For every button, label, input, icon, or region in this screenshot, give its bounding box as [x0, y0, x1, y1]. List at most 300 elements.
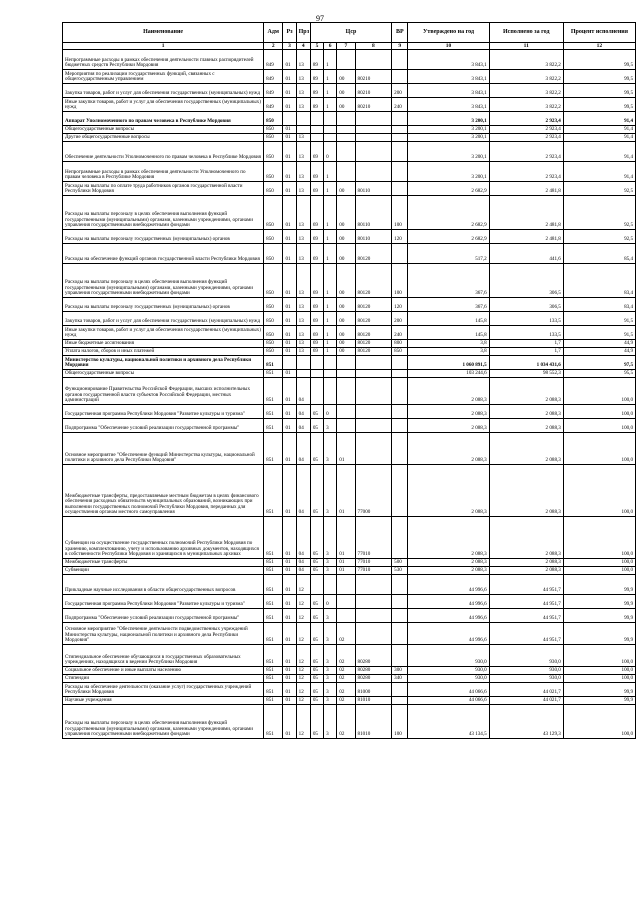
- cell-csr-event: [337, 142, 355, 162]
- cell-rz: 01: [283, 378, 296, 405]
- cell-name: Мероприятия по реализации государственных функций, связанных с общегосударственным управлением: [63, 70, 264, 84]
- cell-adm: 850: [264, 264, 283, 298]
- cell-csr-event: [337, 112, 355, 126]
- cell-fact: 306,5: [489, 298, 563, 312]
- cell-vr: [392, 142, 408, 162]
- cell-rz: 01: [283, 575, 296, 595]
- cell-adm: 849: [264, 50, 283, 70]
- cell-pct: 44,9: [563, 348, 635, 356]
- cell-fact: 2 088,3: [489, 405, 563, 419]
- cell-plan: 44 996,6: [408, 595, 489, 609]
- column-number: 11: [489, 43, 563, 50]
- cell-pct: 91,4: [563, 112, 635, 126]
- cell-pct: 97,5: [563, 356, 635, 370]
- cell-csr-program: 05: [310, 559, 323, 567]
- cell-csr-program: 05: [310, 567, 323, 575]
- cell-rz: 01: [283, 264, 296, 298]
- table-row: [63, 340, 636, 348]
- cell-vr: [392, 623, 408, 645]
- cell-name: Межбюджетные трансферты, предоставляемые местным бюджетам в целях финансового обеспечения расходных обязательств муниципальных образований, возникающих при выполнении государственных полномочий Республики Мордовия, переданных для осуществления органам местного самоуправления: [63, 465, 264, 517]
- cell-name: Иные закупки товаров, работ и услуг для обеспечения государственных (муниципальных) нужд: [63, 326, 264, 340]
- cell-plan: 44 996,6: [408, 623, 489, 645]
- cell-csr-direction: [355, 623, 392, 645]
- column-number: 10: [408, 43, 489, 50]
- budget-table: [62, 22, 636, 739]
- cell-csr-program: [310, 126, 323, 134]
- cell-name: Расходы на выплаты персоналу в целях обеспечения выполнения функций государственными (муниципальными) органами, казенными учреждениями, органами управления государственными внебюджетными фондами: [63, 705, 264, 739]
- cell-rz: 01: [283, 609, 296, 623]
- cell-fact: 2 088,3: [489, 378, 563, 405]
- cell-prz: 04: [296, 465, 310, 517]
- cell-vr: [392, 517, 408, 559]
- cell-plan: 2 088,3: [408, 378, 489, 405]
- cell-csr-subprogram: 3: [324, 667, 337, 675]
- cell-name: Научные учреждения: [63, 697, 264, 705]
- cell-fact: 44 021,7: [489, 683, 563, 697]
- cell-csr-program: 89: [310, 84, 323, 98]
- cell-csr-direction: 80210: [355, 70, 392, 84]
- cell-vr: 530: [392, 567, 408, 575]
- cell-fact: 2 923,4: [489, 126, 563, 134]
- cell-plan: 3 200,1: [408, 134, 489, 142]
- cell-adm: 851: [264, 559, 283, 567]
- cell-csr-subprogram: 3: [324, 567, 337, 575]
- cell-name: Расходы на выплаты персоналу в целях обеспечения выполнения функций государственными (муниципальными) органами, казенными учреждениями, органами управления государственными внебюджетными фондами: [63, 196, 264, 230]
- cell-csr-event: [337, 405, 355, 419]
- cell-fact: 3 822,2: [489, 98, 563, 112]
- cell-name: Другие общегосударственные вопросы: [63, 134, 264, 142]
- cell-rz: 01: [283, 705, 296, 739]
- cell-fact: 2 923,4: [489, 142, 563, 162]
- cell-rz: 01: [283, 244, 296, 264]
- cell-vr: [392, 162, 408, 182]
- cell-csr-event: 00: [337, 340, 355, 348]
- cell-plan: 3 200,1: [408, 142, 489, 162]
- cell-csr-program: 69: [310, 312, 323, 326]
- cell-rz: 01: [283, 370, 296, 378]
- cell-prz: 12: [296, 705, 310, 739]
- cell-csr-subprogram: [324, 112, 337, 126]
- cell-prz: 13: [296, 84, 310, 98]
- cell-pct: 99,9: [563, 683, 635, 697]
- cell-csr-event: [337, 126, 355, 134]
- cell-csr-program: 69: [310, 298, 323, 312]
- cell-csr-event: 01: [337, 567, 355, 575]
- cell-adm: 849: [264, 70, 283, 84]
- cell-csr-direction: 81000: [355, 683, 392, 697]
- cell-fact: 2 088,3: [489, 559, 563, 567]
- cell-adm: 851: [264, 683, 283, 697]
- cell-csr-direction: 81010: [355, 705, 392, 739]
- header-pct: Процент исполнения: [563, 23, 635, 43]
- cell-name: Прикладные научные исследования в области общегосударственных вопросов: [63, 575, 264, 595]
- cell-vr: [392, 575, 408, 595]
- cell-plan: 2 088,3: [408, 559, 489, 567]
- cell-csr-event: 00: [337, 98, 355, 112]
- cell-csr-direction: [355, 134, 392, 142]
- cell-fact: 44 951,7: [489, 623, 563, 645]
- cell-vr: 240: [392, 98, 408, 112]
- cell-plan: 145,8: [408, 326, 489, 340]
- cell-vr: [392, 370, 408, 378]
- column-number: 2: [264, 43, 283, 50]
- cell-pct: 100,0: [563, 645, 635, 667]
- cell-plan: 3 843,1: [408, 84, 489, 98]
- cell-name: Расходы на обеспечение функций органов государственной власти Республики Мордовия: [63, 244, 264, 264]
- cell-rz: 01: [283, 126, 296, 134]
- cell-vr: [392, 645, 408, 667]
- cell-adm: 851: [264, 433, 283, 465]
- cell-name: Основное мероприятие "Обеспечение функций Министерства культуры, национальной политики и архивного дела Республики Мордовия": [63, 433, 264, 465]
- cell-rz: 01: [283, 465, 296, 517]
- cell-pct: 83,4: [563, 264, 635, 298]
- cell-csr-direction: [355, 162, 392, 182]
- table-row: [63, 196, 636, 230]
- cell-csr-event: 00: [337, 70, 355, 84]
- cell-csr-subprogram: 1: [324, 162, 337, 182]
- cell-prz: [296, 126, 310, 134]
- cell-prz: 12: [296, 697, 310, 705]
- cell-vr: [392, 70, 408, 84]
- cell-prz: 04: [296, 517, 310, 559]
- cell-name: Уплата налогов, сборов и иных платежей: [63, 348, 264, 356]
- cell-plan: 2 682,9: [408, 196, 489, 230]
- cell-name: Стипендиальное обеспечение обучающихся в государственных образовательных учреждениях, находящихся в ведении Республики Мордовия: [63, 645, 264, 667]
- table-body: [63, 50, 636, 739]
- cell-csr-subprogram: 1: [324, 348, 337, 356]
- cell-rz: 01: [283, 326, 296, 340]
- cell-rz: 01: [283, 667, 296, 675]
- cell-pct: 99,5: [563, 84, 635, 98]
- cell-csr-direction: 77010: [355, 517, 392, 559]
- cell-csr-event: 00: [337, 196, 355, 230]
- cell-csr-subprogram: [324, 575, 337, 595]
- cell-prz: 04: [296, 433, 310, 465]
- cell-csr-program: [310, 356, 323, 370]
- cell-csr-program: 89: [310, 50, 323, 70]
- table-row: [63, 326, 636, 340]
- cell-adm: 850: [264, 142, 283, 162]
- cell-adm: 850: [264, 162, 283, 182]
- cell-pct: 99,5: [563, 98, 635, 112]
- cell-prz: 04: [296, 405, 310, 419]
- column-number: 7: [337, 43, 355, 50]
- cell-csr-program: 69: [310, 264, 323, 298]
- table-row: [63, 264, 636, 298]
- cell-vr: [392, 356, 408, 370]
- cell-pct: 99,9: [563, 623, 635, 645]
- cell-name: Стипендии: [63, 675, 264, 683]
- header-csr: Цср: [310, 23, 391, 43]
- cell-plan: 367,6: [408, 264, 489, 298]
- cell-csr-direction: 80110: [355, 196, 392, 230]
- cell-plan: 517,2: [408, 244, 489, 264]
- cell-csr-event: 00: [337, 348, 355, 356]
- cell-csr-direction: [355, 378, 392, 405]
- cell-adm: 850: [264, 196, 283, 230]
- cell-csr-subprogram: 1: [324, 230, 337, 244]
- cell-vr: 800: [392, 340, 408, 348]
- cell-csr-event: 00: [337, 182, 355, 196]
- cell-name: Функционирование Правительства Российской Федерации, высших исполнительных органов государственной власти субъектов Российской Федерации, местных администраций: [63, 378, 264, 405]
- header-fact: Исполнено за год: [489, 23, 563, 43]
- cell-rz: [283, 112, 296, 126]
- cell-csr-subprogram: 3: [324, 559, 337, 567]
- cell-csr-direction: 80210: [355, 98, 392, 112]
- cell-vr: 240: [392, 326, 408, 340]
- cell-fact: 133,5: [489, 312, 563, 326]
- cell-adm: 850: [264, 348, 283, 356]
- cell-adm: 850: [264, 312, 283, 326]
- table-row: [63, 433, 636, 465]
- cell-csr-event: 01: [337, 517, 355, 559]
- cell-pct: 99,9: [563, 575, 635, 595]
- cell-name: Непрограммные расходы в рамках обеспечения деятельности главных распорядителей бюджетных средств Республики Мордовия: [63, 50, 264, 70]
- table-row: [63, 348, 636, 356]
- table-row: [63, 405, 636, 419]
- cell-csr-event: [337, 378, 355, 405]
- cell-adm: 851: [264, 667, 283, 675]
- cell-name: Государственная программа Республики Мордовия "Развитие культуры и туризма": [63, 405, 264, 419]
- header-name: Наименование: [63, 23, 264, 43]
- cell-csr-direction: 80120: [355, 340, 392, 348]
- cell-name: Общегосударственные вопросы: [63, 126, 264, 134]
- table-row: [63, 595, 636, 609]
- cell-vr: 340: [392, 675, 408, 683]
- cell-csr-program: 05: [310, 683, 323, 697]
- column-number: 6: [324, 43, 337, 50]
- cell-rz: 01: [283, 196, 296, 230]
- column-number-row: [63, 43, 636, 50]
- cell-fact: 2 088,3: [489, 465, 563, 517]
- cell-name: Основное мероприятие "Обеспечение деятельности подведомственных учреждений Министерства культуры, национальной политики и архивного дела Республики Мордовия": [63, 623, 264, 645]
- cell-fact: 3 822,2: [489, 50, 563, 70]
- cell-csr-direction: 81010: [355, 697, 392, 705]
- cell-rz: 01: [283, 230, 296, 244]
- cell-name: Государственная программа Республики Мордовия "Развитие культуры и туризма": [63, 595, 264, 609]
- cell-csr-subprogram: 1: [324, 312, 337, 326]
- cell-prz: 12: [296, 595, 310, 609]
- cell-plan: 2 088,3: [408, 517, 489, 559]
- cell-csr-subprogram: 1: [324, 98, 337, 112]
- header-plan: Утверждено на год: [408, 23, 489, 43]
- cell-plan: 3 843,1: [408, 98, 489, 112]
- header-rz: Рз: [283, 23, 296, 43]
- cell-csr-program: [310, 370, 323, 378]
- cell-csr-program: [310, 378, 323, 405]
- cell-csr-program: 89: [310, 98, 323, 112]
- cell-adm: 850: [264, 126, 283, 134]
- cell-pct: 100,0: [563, 419, 635, 433]
- cell-csr-subprogram: 1: [324, 326, 337, 340]
- cell-csr-subprogram: [324, 378, 337, 405]
- cell-vr: [392, 244, 408, 264]
- cell-vr: [392, 405, 408, 419]
- table-row: [63, 162, 636, 182]
- cell-csr-subprogram: 1: [324, 84, 337, 98]
- cell-csr-subprogram: 1: [324, 298, 337, 312]
- cell-prz: 12: [296, 575, 310, 595]
- cell-prz: 13: [296, 264, 310, 298]
- cell-pct: 91,4: [563, 126, 635, 134]
- cell-adm: 851: [264, 567, 283, 575]
- cell-plan: 44 066,6: [408, 697, 489, 705]
- cell-pct: 99,5: [563, 50, 635, 70]
- cell-name: Субвенции: [63, 567, 264, 575]
- cell-plan: 43 134,5: [408, 705, 489, 739]
- cell-csr-subprogram: 3: [324, 623, 337, 645]
- cell-csr-direction: 80280: [355, 675, 392, 683]
- cell-plan: 930,0: [408, 645, 489, 667]
- cell-csr-subprogram: [324, 356, 337, 370]
- table-row: [63, 623, 636, 645]
- cell-csr-direction: 80210: [355, 84, 392, 98]
- cell-rz: 01: [283, 559, 296, 567]
- cell-name: Расходы на выплаты персоналу государственных (муниципальных) органов: [63, 230, 264, 244]
- cell-fact: 2 923,4: [489, 134, 563, 142]
- column-number: 5: [310, 43, 323, 50]
- cell-adm: 851: [264, 419, 283, 433]
- cell-rz: 01: [283, 162, 296, 182]
- cell-csr-program: 69: [310, 244, 323, 264]
- cell-adm: 850: [264, 182, 283, 196]
- cell-pct: 95,5: [563, 370, 635, 378]
- cell-pct: 99,9: [563, 609, 635, 623]
- table-row: [63, 230, 636, 244]
- cell-pct: 100,0: [563, 675, 635, 683]
- cell-fact: 2 923,4: [489, 162, 563, 182]
- cell-name: Расходы на выплаты по оплате труда работников органов государственной власти Республики Мордовия: [63, 182, 264, 196]
- cell-plan: 103 244,6: [408, 370, 489, 378]
- cell-name: Обеспечение деятельности Уполномоченного по правам человека в Республике Мордовия: [63, 142, 264, 162]
- cell-vr: [392, 50, 408, 70]
- table-row: [63, 609, 636, 623]
- cell-csr-event: 01: [337, 559, 355, 567]
- cell-rz: 01: [283, 405, 296, 419]
- table-row: [63, 378, 636, 405]
- cell-adm: 850: [264, 326, 283, 340]
- cell-csr-direction: [355, 575, 392, 595]
- cell-csr-subprogram: 1: [324, 196, 337, 230]
- cell-adm: 851: [264, 370, 283, 378]
- cell-csr-event: [337, 134, 355, 142]
- cell-pct: 100,0: [563, 433, 635, 465]
- cell-adm: 851: [264, 595, 283, 609]
- cell-prz: 13: [296, 162, 310, 182]
- cell-prz: 04: [296, 567, 310, 575]
- cell-adm: 849: [264, 84, 283, 98]
- cell-csr-program: [310, 575, 323, 595]
- cell-vr: [392, 126, 408, 134]
- cell-plan: 930,0: [408, 675, 489, 683]
- cell-vr: [392, 134, 408, 142]
- cell-name: Министерство культуры, национальной политики и архивного дела Республики Мордовия: [63, 356, 264, 370]
- cell-fact: 1,7: [489, 348, 563, 356]
- cell-adm: 850: [264, 244, 283, 264]
- cell-csr-program: [310, 134, 323, 142]
- cell-csr-direction: 80280: [355, 645, 392, 667]
- cell-csr-event: 02: [337, 697, 355, 705]
- cell-csr-subprogram: 3: [324, 697, 337, 705]
- cell-prz: 12: [296, 609, 310, 623]
- cell-csr-subprogram: 1: [324, 70, 337, 84]
- cell-pct: 100,0: [563, 559, 635, 567]
- cell-prz: 12: [296, 675, 310, 683]
- cell-name: Иные закупки товаров, работ и услуг для обеспечения государственных (муниципальных) нужд: [63, 98, 264, 112]
- cell-vr: 500: [392, 559, 408, 567]
- cell-csr-event: 00: [337, 264, 355, 298]
- cell-plan: 1 060 891,5: [408, 356, 489, 370]
- cell-plan: 2 088,3: [408, 419, 489, 433]
- cell-csr-event: [337, 370, 355, 378]
- table-row: [63, 134, 636, 142]
- cell-csr-program: 05: [310, 705, 323, 739]
- table-row: [63, 84, 636, 98]
- column-number: 9: [392, 43, 408, 50]
- cell-fact: 2 088,3: [489, 517, 563, 559]
- cell-csr-event: 02: [337, 683, 355, 697]
- cell-pct: 91,4: [563, 134, 635, 142]
- cell-csr-subprogram: [324, 134, 337, 142]
- cell-vr: 200: [392, 84, 408, 98]
- cell-fact: 3 822,2: [489, 70, 563, 84]
- cell-name: Субвенции на осуществление государственных полномочий Республики Мордовия по хранению, комплектованию, учету и использованию архивных документов, находящихся в собственности Республики Мордовия и хранящихся в муниципальных архивах: [63, 517, 264, 559]
- cell-adm: 851: [264, 697, 283, 705]
- table-row: [63, 356, 636, 370]
- table-row: [63, 705, 636, 739]
- table-row: [63, 517, 636, 559]
- cell-csr-direction: 80110: [355, 230, 392, 244]
- table-row: [63, 645, 636, 667]
- cell-fact: 2 088,3: [489, 433, 563, 465]
- cell-prz: 04: [296, 378, 310, 405]
- cell-adm: 851: [264, 675, 283, 683]
- cell-plan: 145,8: [408, 312, 489, 326]
- cell-csr-event: 02: [337, 675, 355, 683]
- cell-vr: 300: [392, 667, 408, 675]
- cell-csr-direction: 80120: [355, 244, 392, 264]
- cell-pct: 100,0: [563, 567, 635, 575]
- cell-csr-event: 02: [337, 623, 355, 645]
- table-row: [63, 298, 636, 312]
- cell-csr-direction: [355, 356, 392, 370]
- table-row: [63, 667, 636, 675]
- cell-plan: 44 066,6: [408, 683, 489, 697]
- cell-csr-program: 05: [310, 623, 323, 645]
- cell-rz: 01: [283, 312, 296, 326]
- cell-plan: 2 088,3: [408, 465, 489, 517]
- cell-csr-direction: 77010: [355, 559, 392, 567]
- cell-fact: 1,7: [489, 340, 563, 348]
- cell-pct: 100,0: [563, 378, 635, 405]
- cell-fact: 44 951,7: [489, 595, 563, 609]
- cell-pct: 85,4: [563, 244, 635, 264]
- cell-vr: 200: [392, 312, 408, 326]
- cell-fact: 133,5: [489, 326, 563, 340]
- cell-csr-subprogram: 3: [324, 645, 337, 667]
- cell-adm: 851: [264, 378, 283, 405]
- cell-csr-direction: [355, 433, 392, 465]
- cell-adm: 850: [264, 230, 283, 244]
- cell-csr-event: [337, 50, 355, 70]
- cell-csr-event: 02: [337, 645, 355, 667]
- cell-prz: 13: [296, 340, 310, 348]
- cell-vr: 120: [392, 298, 408, 312]
- cell-rz: 01: [283, 348, 296, 356]
- cell-plan: 3 200,1: [408, 126, 489, 134]
- cell-prz: 12: [296, 645, 310, 667]
- cell-name: Социальное обеспечение и иные выплаты населению: [63, 667, 264, 675]
